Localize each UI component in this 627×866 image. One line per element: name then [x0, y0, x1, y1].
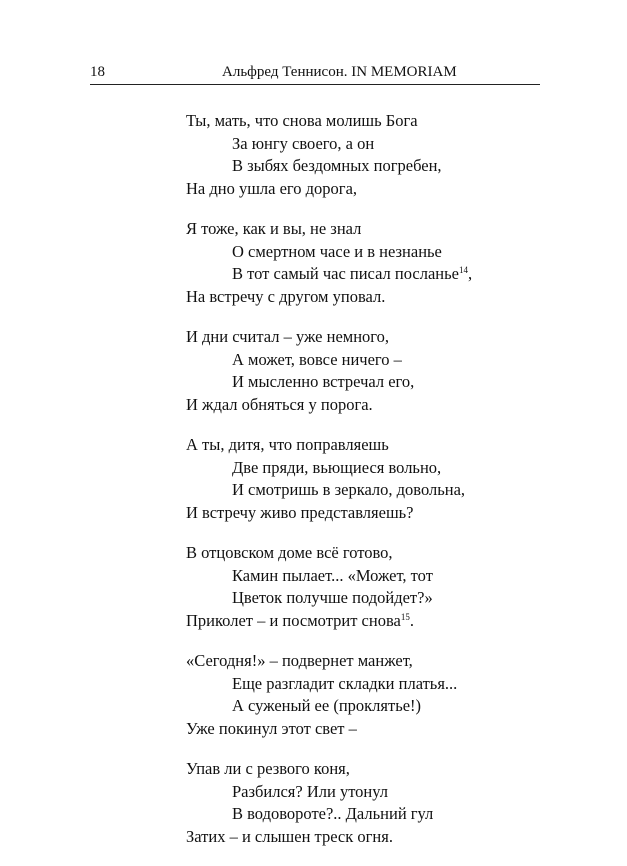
poem-line — [186, 326, 516, 349]
poem-body — [186, 110, 516, 866]
line-text: А ты, дитя, что поправляешь — [186, 435, 389, 454]
page-number: 18 — [90, 64, 105, 80]
line-text: Уже покинул этот свет – — [186, 718, 357, 738]
poem-line — [186, 110, 516, 133]
line-text: Ты, мать, что снова молишь Бога — [186, 111, 418, 130]
poem-line — [186, 758, 516, 781]
stanza — [186, 218, 516, 308]
line-text: В отцовском доме всё готово, — [186, 543, 393, 562]
stanza — [186, 110, 516, 200]
poem-line — [186, 695, 516, 718]
poem-line — [186, 542, 516, 565]
line-text: И смотришь в зеркало, довольна, — [232, 480, 466, 499]
running-head-title: Альфред Теннисон. IN MEMORIAM — [222, 64, 457, 80]
running-header — [90, 62, 540, 85]
poem-line — [186, 457, 516, 480]
stanza — [186, 434, 516, 524]
line-text: Упав ли с резвого коня, — [186, 759, 350, 778]
stanza — [186, 542, 516, 632]
line-text: На дно ушла его дорога, — [186, 178, 358, 198]
poem-line — [186, 155, 516, 178]
poem-line — [186, 587, 516, 610]
line-text: И мысленно встречал его, — [232, 372, 415, 391]
poem-line — [186, 394, 516, 417]
poem-line — [186, 263, 516, 286]
line-text: И встречу живо представляешь? — [186, 502, 414, 522]
line-text: На встречу с другом уповал. — [186, 286, 386, 306]
line-text: И дни считал – уже немного, — [186, 327, 390, 346]
poem-line — [186, 479, 516, 502]
line-text: За юнгу своего, а он — [232, 133, 375, 153]
poem-line — [186, 673, 516, 696]
poem-line — [186, 434, 516, 457]
stanza — [186, 326, 516, 416]
line-text: А может, вовсе ничего – — [232, 349, 402, 369]
footnote-marker: 14 — [458, 265, 468, 275]
line-text: Цветок получше подойдет?» — [232, 588, 433, 607]
poem-line — [186, 610, 516, 633]
poem-line — [186, 349, 516, 372]
poem-line — [186, 803, 516, 826]
footnote-marker: 15 — [400, 611, 410, 622]
poem-line — [186, 133, 516, 156]
poem-line — [186, 371, 516, 394]
line-text: Разбился? Или утонул — [232, 781, 389, 801]
poem-line — [186, 826, 516, 849]
line-text: Камин пылает... «Может, тот — [232, 565, 433, 585]
stanza — [186, 758, 516, 848]
poem-line — [186, 502, 516, 525]
line-text: В водовороте?.. Дальний гул — [232, 804, 434, 823]
line-text: Еще разгладит складки платья... — [232, 673, 458, 693]
line-punctuation: . — [409, 610, 414, 630]
line-text: О смертном часе и в незнанье — [232, 241, 442, 261]
poem-line — [186, 718, 516, 741]
line-text: Я тоже, как и вы, не знал — [186, 219, 362, 238]
line-text: Приколет – и посмотрит снова — [186, 610, 401, 630]
poem-line — [186, 286, 516, 309]
line-text: В зыбях бездомных погребен, — [232, 156, 442, 175]
line-text: Две пряди, вьющиеся вольно, — [232, 457, 442, 477]
poem-line — [186, 178, 516, 201]
line-text: В тот самый час писал посланье — [232, 264, 459, 283]
poem-line — [186, 241, 516, 264]
line-text: Затих – и слышен треск огня. — [186, 826, 393, 846]
line-text: «Сегодня!» – подвернет манжет, — [186, 651, 413, 670]
poem-line — [186, 218, 516, 241]
stanza — [186, 650, 516, 740]
line-text: А суженый ее (проклятье!) — [232, 696, 422, 715]
poem-line — [186, 650, 516, 673]
poem-line — [186, 565, 516, 588]
line-text: И ждал обняться у порога. — [186, 394, 373, 414]
line-punctuation: , — [467, 264, 473, 283]
